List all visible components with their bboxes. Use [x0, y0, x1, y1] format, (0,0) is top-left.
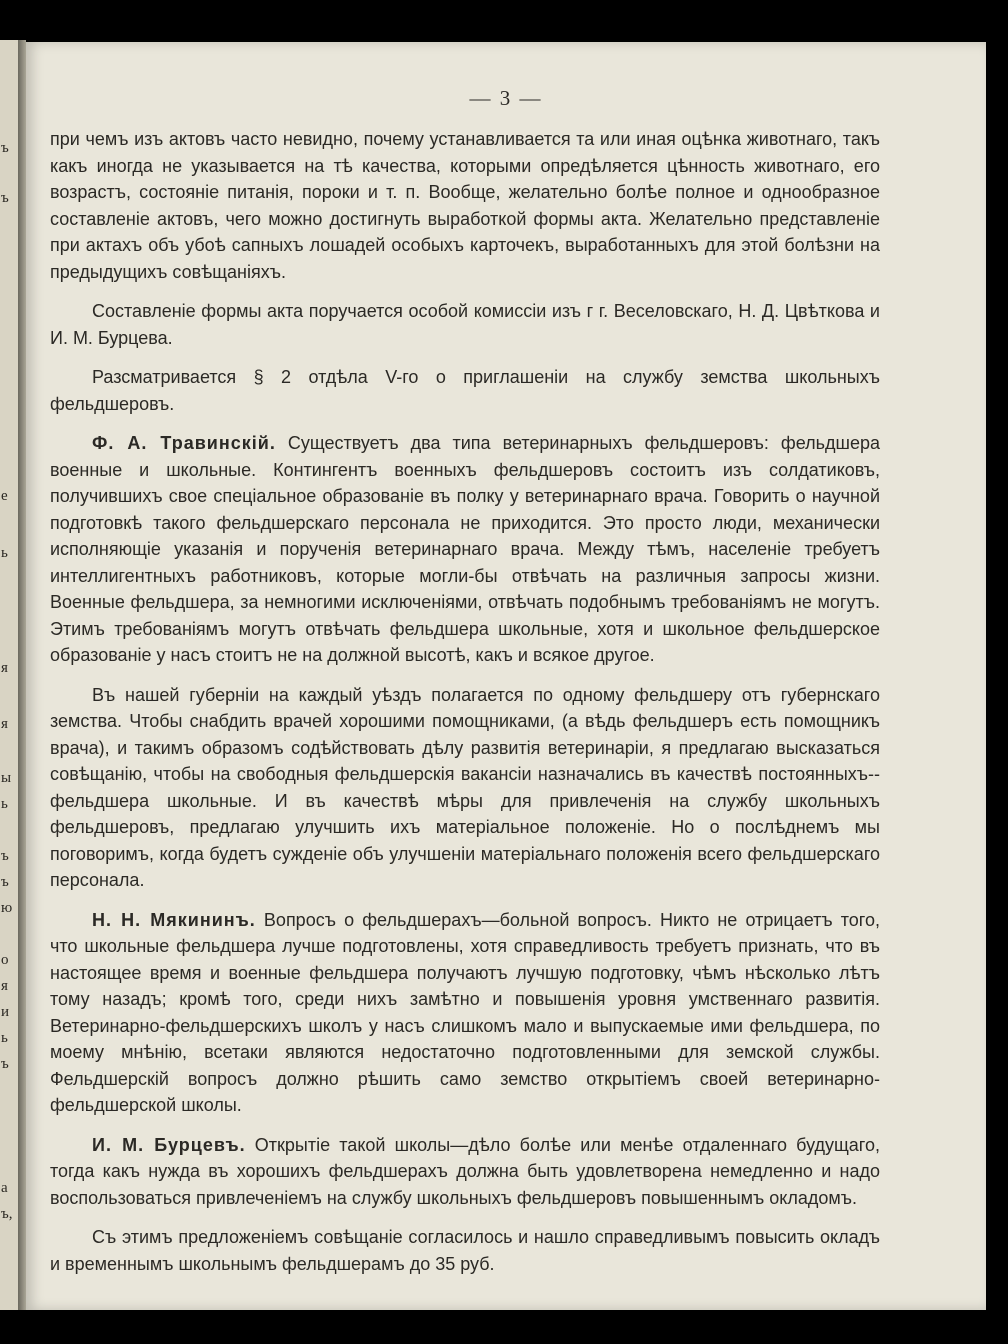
facing-page-fragment: ъ: [1, 190, 9, 206]
facing-page-fragment: о: [1, 952, 9, 968]
paragraph: [50, 364, 880, 417]
facing-page-fragment: ь: [1, 1030, 8, 1046]
body-text: [50, 126, 880, 1290]
facing-page-fragment: ъ: [1, 1056, 9, 1072]
paragraph-text: Открытіе такой школы—дѣло болѣе или менѣе отдаленнаго будущаго, тогда какъ нужда въ хорошихъ фельдшерахъ должна быть удовлетворена немедленно и надо воспользоваться привлеченіемъ на службу школьныхъ фельдшеровъ повышеннымъ окладомъ.: [50, 1134, 880, 1208]
facing-page-fragment: ъ: [1, 848, 9, 864]
facing-page-fragment: я: [1, 978, 8, 994]
paragraph-text: Вопросъ о фельдшерахъ—больной вопросъ. Никто не отрицаетъ того, что школьные фельдшера лучше подготовлены, хотя справедливость требуетъ признать, что въ настоящее время и военные фельдшера получаютъ лучшую подготовку, чѣмъ нѣсколько лѣтъ тому назадъ; кромѣ того, среди нихъ замѣтно и повышенія уровня умственнаго развитія. Ветеринарно-фельдшерскихъ школъ у насъ слишкомъ мало и выпускаемые ими фельдшера, по моему мнѣнію, всетаки являются недостаточно подготовленными для земской службы. Фельдшерскій вопросъ должно рѣшить само земство открытіемъ своей ветеринарно-фельдшерской школы.: [50, 909, 880, 1115]
paragraph-text: при чемъ изъ актовъ часто невидно, почему устанавливается та или иная оцѣнка животнаго, такъ какъ иногда не указывается на тѣ качества, которыми опредѣляется цѣнность животнаго, его возрастъ, состояніе питанія, пороки и т. п. Вообще, желательно болѣе полное и однообразное составленіе актовъ, чего можно достигнуть выработкой формы акта. Желательно представленіе при актахъ объ убоѣ сапныхъ лошадей особыхъ карточекъ, выработанныхъ для этой болѣзни на предыдущихъ совѣщаніяхъ.: [50, 129, 880, 282]
paragraph: [50, 682, 880, 894]
facing-page-fragment: а: [1, 1180, 8, 1196]
facing-page-fragment: ю: [1, 900, 13, 916]
paragraph-text: Разсматривается § 2 отдѣла V-го о приглашеніи на службу земства школьныхъ фельдшеровъ.: [50, 367, 880, 414]
facing-page-fragment: я: [1, 660, 8, 676]
paragraph: [50, 1224, 880, 1277]
facing-page-edge: [0, 40, 18, 1310]
facing-page-fragment: я: [1, 716, 8, 732]
book-gutter: [18, 40, 26, 1310]
speaker-name: Ф. А. Травинскій.: [92, 433, 276, 453]
paragraph-text: Существуетъ два типа ветеринарныхъ фельдшеровъ: фельдшера военные и школьные. Контингентъ военныхъ фельдшеровъ состоитъ изъ солдатиковъ, получившихъ свое спеціальное образованіе въ полку у ветеринарнаго врача. Говорить о научной подготовкѣ такого фельдшерскаго персонала не приходится. Это просто люди, механически исполняющіе указанія и порученія ветеринарнаго врача. Между тѣмъ, населеніе требуетъ интеллигентныхъ работниковъ, которые могли-бы отвѣчать на различныя запросы жизни. Военные фельдшера, за немногими исключеніями, отвѣчать подобнымъ требованіямъ не могутъ. Этимъ требованіямъ могутъ отвѣчать фельдшера школьные, хотя и школьное фельдшерское образованіе у насъ стоитъ не на должной высотѣ, какъ и всякое другое.: [50, 433, 880, 665]
paragraph-text: Въ нашей губерніи на каждый уѣздъ полагается по одному фельдшеру отъ губернскаго земства. Чтобы снабдить врачей хорошими помощниками, (а вѣдь фельдшеръ есть помощникъ врача), и такимъ образомъ содѣйствовать дѣлу развитія ветеринаріи, я предлагаю высказаться совѣщанію, чтобы на свободныя фельдшерскія вакансіи назначались въ качествѣ постоянныхъ--фельдшера школьные. И въ качествѣ мѣры для привлеченія на службу школьныхъ фельдшеровъ, предлагаю улучшить ихъ матеріальное положеніе. Но о послѣднемъ мы поговоримъ, когда будетъ сужденіе объ улучшеніи матеріальнаго положенія всего фельдшерскаго персонала.: [50, 684, 880, 890]
facing-page-fragment: ь: [1, 545, 8, 561]
facing-page-fragment: е: [1, 488, 8, 504]
facing-page-fragment: ъ,: [1, 1206, 13, 1222]
speaker-name: И. М. Бурцевъ.: [92, 1134, 246, 1155]
facing-page-fragment: ъ: [1, 140, 9, 156]
paragraph: [50, 907, 880, 1119]
paragraph-text: Съ этимъ предложеніемъ совѣщаніе согласилось и нашло справедливымъ повысить окладъ и временнымъ школьнымъ фельдшерамъ до 35 руб.: [50, 1227, 880, 1274]
facing-page-fragment: ы: [1, 770, 12, 786]
facing-page-fragment: и: [1, 1004, 10, 1020]
speaker-name: Н. Н. Мякининъ.: [92, 909, 256, 930]
document-page: [26, 42, 986, 1310]
paragraph-text: Составленіе формы акта поручается особой комиссіи изъ г г. Веселовскаго, Н. Д. Цвѣткова и И. М. Бурцева.: [50, 301, 880, 348]
page-number: — 3 —: [469, 86, 543, 110]
paragraph: [50, 298, 880, 351]
facing-page-fragment: ъ: [1, 874, 9, 890]
facing-page-fragment: ь: [1, 796, 8, 812]
paragraph: [50, 430, 880, 669]
paragraph: [50, 1132, 880, 1212]
paragraph: [50, 126, 880, 285]
